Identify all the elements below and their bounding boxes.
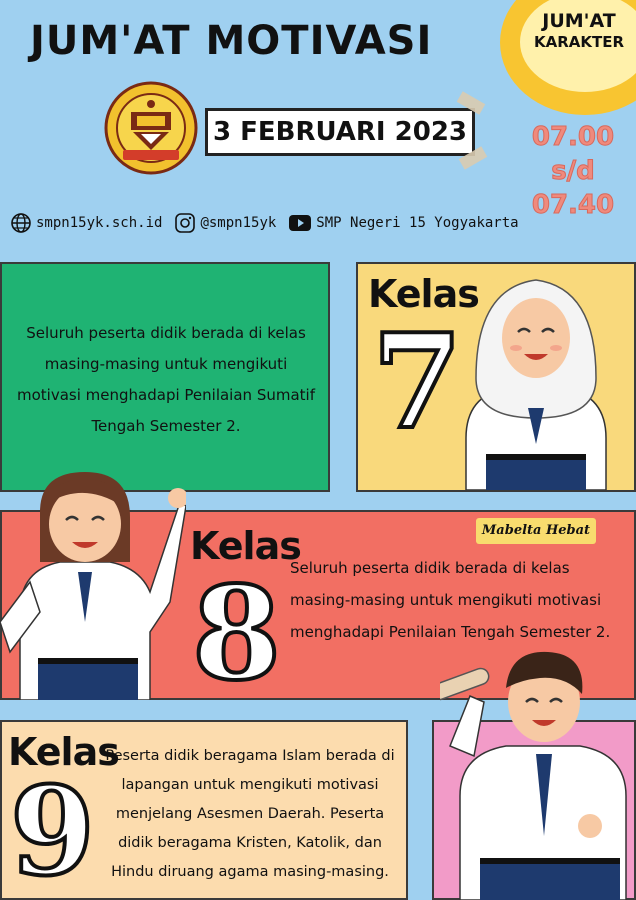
school-logo-icon xyxy=(103,80,199,176)
girl-waving-illustration xyxy=(0,462,186,700)
instagram-icon xyxy=(174,212,196,234)
time-range xyxy=(528,120,618,222)
girl-hijab-illustration xyxy=(456,268,616,490)
kelas9-label: Kelas xyxy=(8,730,119,774)
badge-line2: KARAKTER xyxy=(533,33,625,51)
kelas9-number: 9 xyxy=(10,759,95,900)
website-link[interactable] xyxy=(10,212,162,234)
time-separator: s/d xyxy=(551,156,595,186)
social-links xyxy=(10,210,531,236)
instagram-text: @smpn15yk xyxy=(200,215,277,231)
kelas8-text: Seluruh peserta didik berada di kelas masing-masing untuk mengikuti motivasi menghadapi Penilaian Tengah Semester 2. xyxy=(290,559,611,641)
youtube-icon xyxy=(288,214,312,232)
brand-tag xyxy=(476,518,596,544)
brand-text: Mabelta Hebat xyxy=(481,523,591,538)
boy-scroll-illustration xyxy=(440,636,636,900)
kelas9-text: Peserta didik beragama Islam berada di lapangan untuk mengikuti motivasi menjelang Asesmen Daerah. Peserta didik beragama Kristen, Katolik, dan Hindu diruang agama masing-masing. xyxy=(105,748,395,880)
date-banner xyxy=(205,108,475,156)
kelas8-number: 8 xyxy=(192,559,282,709)
kelas7-label: Kelas xyxy=(368,272,479,316)
time-start: 07.00 xyxy=(531,122,615,152)
globe-icon xyxy=(10,212,32,234)
kelas8-label: Kelas xyxy=(190,524,301,568)
website-text: smpn15yk.sch.id xyxy=(36,215,163,231)
badge-line1: JUM'AT xyxy=(542,10,616,32)
time-end: 07.40 xyxy=(531,190,615,220)
youtube-text: SMP Negeri 15 Yogyakarta xyxy=(316,215,519,231)
event-date: 3 FEBRUARI 2023 xyxy=(212,117,468,147)
instagram-link[interactable] xyxy=(174,212,276,234)
youtube-link[interactable] xyxy=(288,214,518,232)
poster-title: JUM'AT MOTIVASI xyxy=(30,18,433,64)
kelas7-text: Seluruh peserta didik berada di kelas masing-masing untuk mengikuti motivasi menghadapi Penilaian Sumatif Tengah Semester 2. xyxy=(17,324,315,435)
kelas7-number: 7 xyxy=(372,305,463,458)
badge-text xyxy=(524,10,634,52)
